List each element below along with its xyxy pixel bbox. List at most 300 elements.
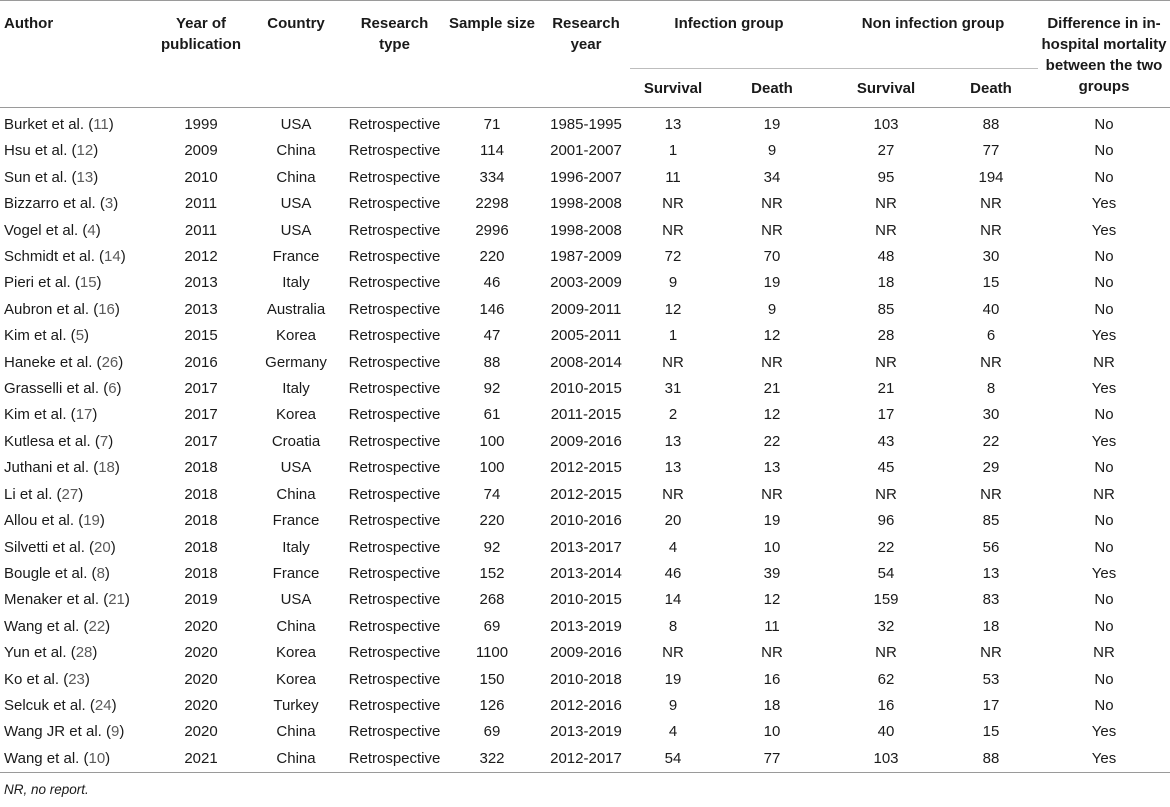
reference-link[interactable]: 21 [108, 591, 125, 609]
cell-sample-size: 146 [479, 300, 505, 318]
cell-research-type: Retrospective [348, 142, 441, 160]
reference-close-paren: ) [105, 749, 111, 767]
reference-link[interactable]: 22 [88, 617, 106, 635]
cell-research-year: 2010-2015 [550, 591, 622, 609]
author-name: Bizzarro et al. ( [4, 195, 105, 213]
cell-non-infection-death: 15 [982, 274, 1000, 292]
cell-infection-survival: NR [662, 221, 684, 239]
reference-link[interactable]: 28 [75, 644, 93, 662]
cell-year: 2010 [184, 168, 218, 186]
cell-non-infection-survival: 18 [877, 274, 895, 292]
table-footnote: NR, no report. [4, 782, 89, 798]
cell-infection-survival: NR [662, 195, 684, 213]
cell-non-infection-survival: 62 [877, 670, 895, 688]
cell-difference: No [1094, 274, 1114, 292]
reference-link[interactable]: 13 [76, 168, 94, 186]
reference-link[interactable]: 15 [79, 274, 97, 292]
author-name: Aubron et al. ( [4, 300, 99, 318]
author-name: Burket et al. ( [4, 116, 94, 133]
cell-infection-death: 9 [767, 300, 777, 318]
cell-non-infection-survival: 32 [877, 617, 895, 635]
cell-sample-size: 92 [483, 538, 501, 556]
cell-year: 2011 [184, 221, 218, 239]
cell-infection-survival: 1 [668, 142, 678, 160]
cell-country: USA [280, 591, 312, 609]
table-row [0, 482, 1170, 508]
author-name: Pieri et al. ( [4, 274, 80, 292]
table-row [0, 693, 1170, 719]
author-name: Menaker et al. ( [4, 591, 109, 609]
cell-research-year: 2010-2015 [550, 380, 622, 398]
cell-year: 1999 [184, 116, 218, 133]
cell-non-infection-survival: 21 [877, 380, 895, 398]
cell-difference: Yes [1091, 221, 1117, 239]
cell-infection-survival: 54 [630, 746, 716, 773]
cell-research-year: 2009-2016 [550, 644, 622, 662]
cell-sample-size: 74 [483, 485, 501, 503]
cell-research-year: 2012-2015 [550, 459, 622, 477]
cell-infection-survival: 12 [664, 300, 682, 318]
cell-research-type: Retrospective [348, 485, 441, 503]
cell-sample-size: 100 [479, 459, 505, 477]
cell-difference: Yes [1038, 746, 1170, 773]
cell-non-infection-death: 13 [982, 564, 1000, 582]
cell-country: Italy [282, 274, 310, 292]
reference-link[interactable]: 26 [101, 353, 119, 371]
cell-country: USA [280, 459, 312, 477]
cell-infection-death: 9 [767, 142, 777, 160]
cell-infection-survival: 11 [665, 168, 681, 186]
cell-difference: Yes [1091, 432, 1117, 450]
reference-link[interactable]: 3 [104, 195, 114, 213]
cell-infection-death: 19 [763, 274, 781, 292]
cell-infection-survival: 8 [668, 617, 678, 635]
cell-research-type: Retrospective [348, 248, 441, 266]
cell-sample-size: 88 [483, 353, 501, 371]
cell-year: 2020 [184, 723, 218, 741]
cell-difference: Yes [1091, 723, 1117, 741]
cell-difference: No [1094, 696, 1114, 714]
author-name: Li et al. ( [4, 485, 62, 503]
reference-link[interactable]: 8 [96, 564, 105, 582]
cell-research-type: Retrospective [348, 459, 441, 477]
header-non-infection-group: Non infection group [828, 1, 1038, 69]
cell-year: 2020 [184, 670, 218, 688]
reference-link[interactable]: 11 [93, 116, 109, 133]
table-row [0, 270, 1170, 296]
header-research-type: Research type [337, 1, 442, 108]
header-country: Country [255, 1, 337, 108]
cell-research-year: 2011-2015 [550, 406, 622, 424]
cell-research-type: Retrospective [348, 406, 441, 424]
cell-year: 2018 [184, 485, 218, 503]
cell-research-year: 1998-2008 [550, 221, 622, 239]
cell-non-infection-death: 17 [982, 696, 1000, 714]
cell-non-infection-death: 85 [982, 512, 1000, 530]
cell-sample-size: 268 [479, 591, 505, 609]
header-row-1 [0, 1, 1170, 69]
reference-link[interactable]: 10 [88, 749, 106, 767]
cell-non-infection-death: NR [980, 485, 1002, 503]
cell-infection-death: 19 [763, 116, 781, 133]
cell-author [0, 719, 147, 745]
cell-sample-size: 2298 [475, 195, 509, 213]
cell-year: 2018 [184, 538, 218, 556]
cell-research-year: 1987-2009 [550, 248, 622, 266]
reference-link[interactable]: 23 [68, 670, 85, 688]
cell-author [0, 165, 147, 191]
cell-author [0, 667, 147, 693]
author-name: Wang et al. ( [4, 749, 89, 767]
cell-difference: NR [1093, 485, 1115, 503]
cell-difference: Yes [1091, 327, 1117, 345]
cell-infection-death: NR [761, 195, 783, 213]
cell-infection-death: NR [761, 485, 783, 503]
reference-link[interactable]: 16 [98, 300, 115, 318]
cell-infection-death: 12 [763, 327, 781, 345]
cell-non-infection-death: 30 [982, 406, 1000, 424]
cell-infection-survival: 14 [664, 591, 682, 609]
cell-research-year: 2009-2016 [550, 432, 622, 450]
cell-sample-size: 61 [483, 406, 501, 424]
author-name: Vogel et al. ( [4, 221, 88, 239]
cell-sample-size: 69 [483, 617, 501, 635]
reference-close-paren: ) [120, 248, 126, 266]
reference-link[interactable]: 20 [94, 538, 111, 556]
cell-infection-death: 12 [763, 406, 781, 424]
cell-research-type: Retrospective [348, 538, 441, 556]
cell-non-infection-survival: 40 [877, 723, 895, 741]
header-infection-survival: Survival [630, 69, 716, 108]
reference-close-paren: ) [114, 300, 120, 318]
reference-link[interactable]: 5 [75, 327, 85, 345]
cell-country: China [276, 168, 316, 186]
cell-research-type: Retrospective [348, 432, 441, 450]
cell-research-type: Retrospective [348, 168, 441, 186]
reference-close-paren: ) [110, 538, 116, 556]
cell-non-infection-death: 88 [982, 116, 1000, 133]
header-infection-group: Infection group [630, 1, 828, 69]
header-year: Year of publication [147, 1, 255, 108]
cell-author [0, 108, 147, 139]
cell-author [0, 138, 147, 164]
table-row [0, 218, 1170, 244]
cell-author [0, 244, 147, 270]
cell-author [0, 323, 147, 349]
cell-research-type: Retrospective [348, 195, 441, 213]
cell-year: 2012 [184, 248, 218, 266]
cell-sample-size: 152 [479, 564, 505, 582]
table-row [0, 535, 1170, 561]
cell-non-infection-survival: NR [875, 485, 897, 503]
reference-close-paren: ) [105, 617, 111, 635]
cell-difference: No [1094, 300, 1114, 318]
cell-author [0, 455, 147, 481]
cell-sample-size: 100 [479, 432, 505, 450]
table-row [0, 587, 1170, 613]
cell-infection-survival: 9 [668, 274, 678, 292]
table-row [0, 244, 1170, 270]
cell-research-type: Retrospective [348, 116, 441, 133]
table-row [0, 719, 1170, 745]
reference-close-paren: ) [116, 380, 122, 398]
cell-non-infection-death: 6 [986, 327, 996, 345]
cell-infection-survival: 13 [664, 432, 682, 450]
cell-author [0, 508, 147, 534]
cell-non-infection-survival: 48 [877, 248, 895, 266]
cell-difference: No [1094, 406, 1114, 424]
cell-year: 2013 [184, 274, 218, 292]
cell-infection-death: NR [761, 353, 783, 371]
cell-author [0, 350, 147, 376]
cell-research-type: Retrospective [348, 696, 441, 714]
cell-infection-survival: 1 [668, 327, 678, 345]
cell-infection-survival: 13 [664, 459, 682, 477]
table-row [0, 350, 1170, 376]
cell-non-infection-death: 8 [986, 380, 996, 398]
cell-non-infection-survival: NR [875, 221, 897, 239]
cell-year: 2018 [184, 564, 218, 582]
cell-non-infection-death: 53 [982, 670, 1000, 688]
cell-difference: No [1094, 116, 1114, 133]
cell-infection-survival: 9 [668, 696, 678, 714]
cell-non-infection-survival: 54 [877, 564, 895, 582]
cell-year: 2020 [184, 644, 218, 662]
cell-difference: No [1094, 142, 1114, 160]
author-name: Kim et al. ( [4, 406, 76, 424]
cell-research-year: 2013-2017 [550, 538, 622, 556]
cell-country: Korea [275, 670, 317, 688]
cell-country: France [272, 564, 320, 582]
cell-infection-death: 18 [763, 696, 781, 714]
table-row [0, 108, 1170, 139]
cell-non-infection-death: 40 [982, 300, 1000, 318]
table-row [0, 429, 1170, 455]
cell-sample-size: 47 [483, 327, 501, 345]
cell-year: 2011 [184, 195, 218, 213]
cell-year: 2013 [184, 300, 218, 318]
cell-year: 2017 [184, 432, 218, 450]
reference-link[interactable]: 24 [94, 696, 112, 714]
cell-infection-death: NR [761, 644, 783, 662]
cell-country: China [276, 723, 316, 741]
cell-country: Germany [265, 353, 327, 371]
cell-non-infection-death: NR [980, 353, 1002, 371]
cell-sample-size: 220 [479, 248, 505, 266]
cell-author [0, 587, 147, 613]
cell-year: 2017 [184, 406, 218, 424]
cell-country: Korea [275, 327, 317, 345]
cell-infection-death: 21 [763, 380, 781, 398]
cell-country: Italy [282, 380, 310, 398]
cell-infection-survival: 4 [668, 723, 678, 741]
cell-country: Korea [275, 644, 317, 662]
cell-year: 2017 [184, 380, 218, 398]
cell-infection-survival: 13 [664, 116, 682, 133]
reference-link[interactable]: 4 [87, 221, 96, 239]
cell-research-year: 2013-2019 [550, 617, 622, 635]
author-name: Schmidt et al. ( [4, 248, 105, 266]
cell-research-year: 1996-2007 [550, 168, 622, 186]
cell-country: France [272, 248, 320, 266]
cell-difference: Yes [1091, 564, 1117, 582]
cell-research-type: Retrospective [348, 327, 441, 345]
table-row [0, 640, 1170, 666]
reference-link[interactable]: 7 [99, 432, 109, 450]
cell-infection-death: 11 [764, 617, 780, 635]
cell-non-infection-survival: 16 [877, 696, 895, 714]
table-row [0, 376, 1170, 402]
cell-research-year: 2013-2019 [550, 723, 622, 741]
cell-year: 2009 [184, 142, 218, 160]
header-non-infection-death: Death [944, 69, 1038, 108]
cell-non-infection-survival: NR [875, 353, 897, 371]
reference-link[interactable]: 14 [104, 248, 121, 266]
cell-author [0, 746, 147, 773]
table-row [0, 455, 1170, 481]
cell-sample-size: 322 [442, 746, 542, 773]
author-name: Wang JR et al. ( [4, 723, 111, 741]
table-row [0, 402, 1170, 428]
cell-year: 2021 [147, 746, 255, 773]
cell-country: France [272, 512, 320, 530]
author-name: Kim et al. ( [4, 327, 76, 345]
cell-sample-size: 114 [480, 142, 504, 160]
cell-research-type: Retrospective [348, 644, 441, 662]
cell-infection-survival: 20 [664, 512, 682, 530]
cell-non-infection-survival: 45 [877, 459, 895, 477]
reference-close-paren: ) [92, 644, 98, 662]
reference-link[interactable]: 18 [98, 459, 115, 477]
cell-country: Italy [282, 538, 310, 556]
reference-link[interactable]: 19 [83, 512, 100, 530]
cell-non-infection-survival: NR [875, 644, 897, 662]
table-body [0, 108, 1170, 773]
author-name: Wang et al. ( [4, 617, 89, 635]
cell-research-year: 2005-2011 [550, 327, 622, 345]
author-name: Yun et al. ( [4, 644, 76, 662]
cell-infection-survival: NR [662, 353, 684, 371]
cell-country: USA [280, 221, 312, 239]
reference-close-paren: ) [84, 327, 90, 345]
author-name: Ko et al. ( [4, 670, 69, 688]
cell-sample-size: 1100 [475, 644, 509, 662]
cell-author [0, 429, 147, 455]
cell-country: Australia [266, 300, 326, 318]
cell-sample-size: 46 [483, 274, 501, 292]
cell-research-type: Retrospective [348, 221, 441, 239]
cell-difference: Yes [1091, 380, 1117, 398]
cell-infection-death: NR [761, 221, 783, 239]
reference-link[interactable]: 9 [110, 723, 120, 741]
reference-close-paren: ) [113, 195, 119, 213]
cell-research-type: Retrospective [337, 746, 442, 773]
cell-non-infection-death: 56 [982, 538, 1000, 556]
reference-close-paren: ) [84, 670, 90, 688]
cell-year: 2016 [184, 353, 218, 371]
cell-research-year: 2012-2015 [550, 485, 622, 503]
cell-author [0, 640, 147, 666]
cell-non-infection-death: 15 [982, 723, 1000, 741]
reference-link[interactable]: 12 [76, 142, 94, 160]
reference-link[interactable]: 27 [61, 485, 79, 503]
cell-non-infection-survival: 22 [877, 538, 895, 556]
reference-link[interactable]: 17 [75, 406, 93, 424]
cell-infection-death: 12 [763, 591, 781, 609]
cell-author [0, 402, 147, 428]
table-row [0, 165, 1170, 191]
table-row [0, 191, 1170, 217]
cell-non-infection-survival: 27 [877, 142, 895, 160]
cell-author [0, 270, 147, 296]
cell-difference: No [1094, 670, 1114, 688]
author-name: Hsu et al. ( [4, 142, 77, 160]
reference-close-paren: ) [96, 274, 102, 292]
table-row [0, 614, 1170, 640]
cell-author [0, 482, 147, 508]
reference-close-paren: ) [93, 142, 99, 160]
cell-non-infection-death: 88 [944, 746, 1038, 773]
cell-infection-survival: 46 [664, 564, 682, 582]
cell-infection-survival: NR [662, 644, 684, 662]
cell-difference: No [1094, 512, 1114, 530]
cell-infection-death: 13 [763, 459, 781, 477]
cell-country: USA [280, 116, 312, 133]
cell-infection-death: 22 [763, 432, 781, 450]
cell-difference: No [1094, 168, 1114, 186]
author-name: Grasselli et al. ( [4, 380, 109, 398]
cell-research-type: Retrospective [348, 564, 441, 582]
reference-close-paren: ) [93, 168, 99, 186]
cell-sample-size: 2996 [475, 221, 509, 239]
reference-close-paren: ) [111, 696, 117, 714]
cell-research-type: Retrospective [348, 670, 441, 688]
cell-country: Croatia [271, 432, 321, 450]
cell-research-type: Retrospective [348, 723, 441, 741]
cell-non-infection-death: 18 [982, 617, 1000, 635]
cell-infection-survival: 72 [664, 248, 682, 266]
cell-difference: No [1094, 538, 1114, 556]
cell-research-year: 2012-2016 [550, 696, 622, 714]
reference-close-paren: ) [78, 485, 84, 503]
cell-infection-death: 39 [763, 564, 781, 582]
cell-sample-size: 150 [479, 670, 505, 688]
author-name: Selcuk et al. ( [4, 696, 95, 714]
table-row [0, 138, 1170, 164]
cell-non-infection-death: 83 [982, 591, 1000, 609]
cell-author [0, 693, 147, 719]
table-row [0, 297, 1170, 323]
table-row [0, 667, 1170, 693]
table-row [0, 323, 1170, 349]
cell-research-year: 2001-2007 [550, 142, 622, 160]
reference-link[interactable]: 6 [108, 380, 117, 398]
cell-difference: No [1094, 248, 1114, 266]
cell-difference: Yes [1091, 195, 1117, 213]
cell-non-infection-death: 22 [982, 432, 1000, 450]
cell-difference: No [1094, 459, 1114, 477]
cell-infection-death: 10 [763, 723, 781, 741]
cell-research-year: 2003-2009 [550, 274, 622, 292]
cell-sample-size: 71 [483, 116, 501, 133]
cell-year: 2020 [184, 617, 218, 635]
reference-close-paren: ) [95, 221, 101, 239]
cell-non-infection-death: 30 [982, 248, 1000, 266]
cell-year: 2020 [184, 696, 218, 714]
table-row [0, 561, 1170, 587]
reference-close-paren: ) [119, 723, 125, 741]
cell-non-infection-survival: 43 [877, 432, 895, 450]
